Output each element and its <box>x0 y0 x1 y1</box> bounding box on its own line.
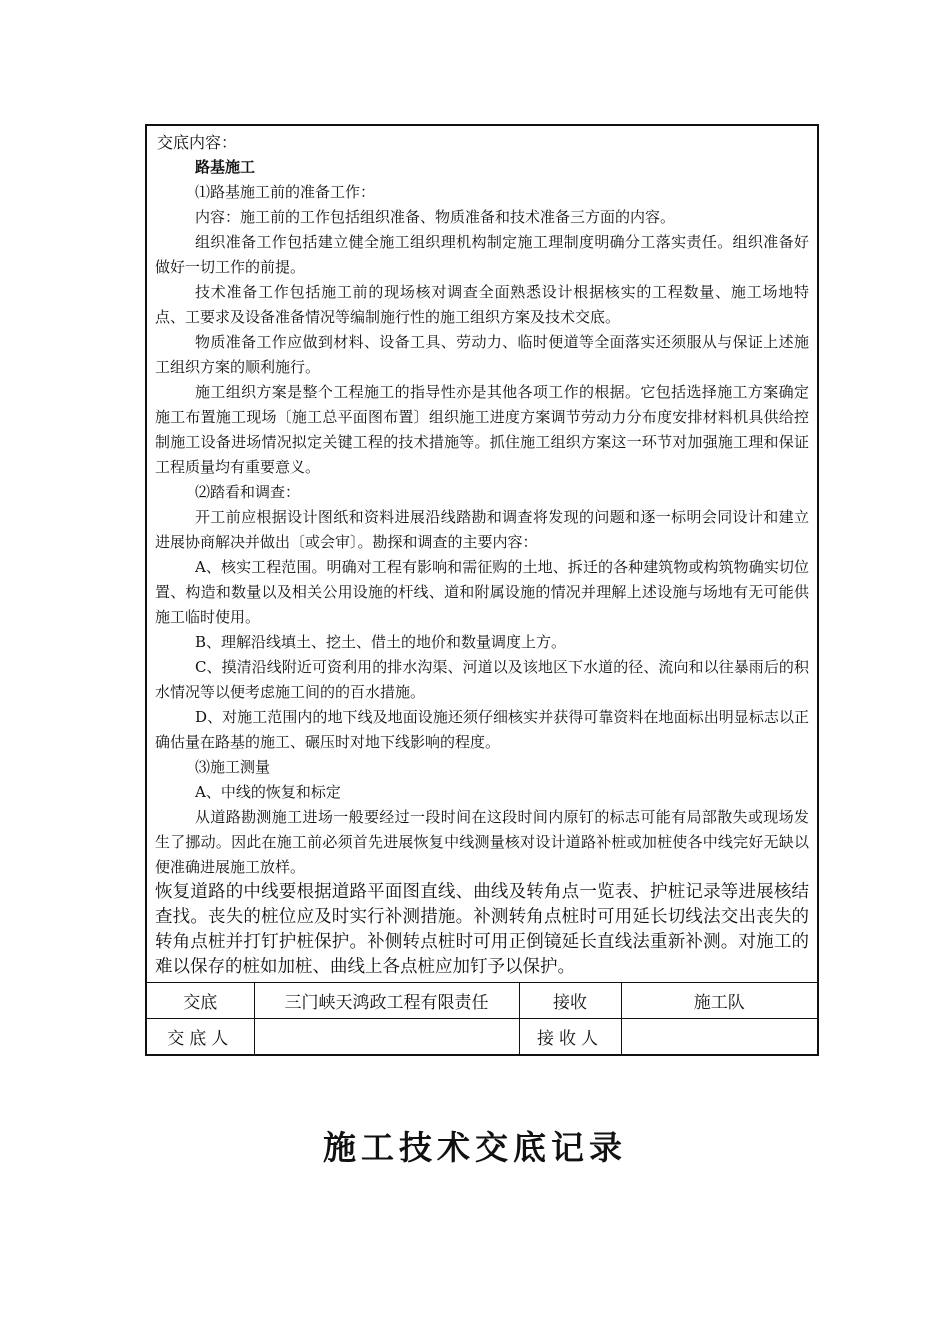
receive-unit-cell: 施工队 <box>621 983 817 1019</box>
paragraph: 从道路勘测施工进场一般要经过一段时间在这段时间内原钉的标志可能有局部散失或现场发生了挪动。因此在施工前必须首先进展恢复中线测量核对设计道路补桩或加桩使各中线完好无缺以便准确进展施工放样。 <box>155 808 809 876</box>
paragraph: A、核实工程范围。明确对工程有影响和需征购的土地、拆迁的各种建筑物或构筑物确实切位置、构造和数量以及相关公用设施的杆线、道和附属设施的情况并理解上述设施与场地有无可能供施工临时使用。 <box>155 558 809 626</box>
receiver-label-cell: 接收人 <box>519 1019 621 1055</box>
closing-paragraph: 恢复道路的中线要根据道路平面图直线、曲线及转角点一览表、护桩记录等进展核结查找。丧失的桩位应及时实行补测措施。补测转角点桩时可用延长切线法交出丧失的转角点桩并打钉护桩保护。补侧转点桩时可用正倒镜延长直线法重新补测。对施工的难以保存的桩如加桩、曲线上各点桩应加钉予以保护。 <box>155 882 809 977</box>
discloser-label-cell: 交底人 <box>147 1019 254 1055</box>
paragraph: C、摸清沿线附近可资利用的排水沟渠、河道以及该地区下水道的径、流向和以往暴雨后的积水情况等以便考虑施工间的的百水措施。 <box>155 658 809 701</box>
paragraph: A、中线的恢复和标定 <box>195 783 341 801</box>
receive-label-cell: 接收 <box>519 983 621 1019</box>
paragraph: 开工前应根据设计图纸和资料进展沿线踏勘和调查将发现的问题和逐一标明会同设计和建立进展协商解决并做出〔或会审〕。勘探和调查的主要内容： <box>155 508 809 551</box>
receiver-signature-cell <box>621 1019 817 1055</box>
signature-table <box>147 982 817 1054</box>
disclosure-label-cell: 交底 <box>147 983 254 1019</box>
paragraph: 技术准备工作包括施工前的现场核对调查全面熟悉设计根据核实的工程数量、施工场地特点、工要求及设备准备情况等编制施行性的施工组织方案及技术交底。 <box>155 283 809 326</box>
paragraph: 物质准备工作应做到材料、设备工具、劳动力、临时便道等全面落实还须服从与保证上述施工组织方案的顺利施行。 <box>155 333 809 376</box>
content-label: 交底内容： <box>157 133 238 152</box>
disclosure-content <box>147 126 817 982</box>
paragraph: 组织准备工作包括建立健全施工组织理机构制定施工理制度明确分工落实责任。组织准备好做好一切工作的前提。 <box>155 233 809 276</box>
page-title: 施工技术交底记录 <box>323 1128 627 1167</box>
discloser-signature-cell <box>254 1019 519 1055</box>
paragraph: ⑵踏看和调查： <box>195 483 301 501</box>
section-heading: 路基施工 <box>195 158 256 176</box>
disclosure-unit-cell: 三门峡天鸿政工程有限责任 <box>254 983 519 1019</box>
paragraph: 施工组织方案是整个工程施工的指导性亦是其他各项工作的根据。它包括选择施工方案确定施工布置施工现场〔施工总平面图布置〕组织施工进度方案调节劳动力分布度安排材料机具供给控制施工设备进场情况拟定关键工程的技术措施等。抓住施工组织方案这一环节对加强施工理和保证工程质量均有重要意义。 <box>155 383 809 476</box>
paragraph: D、对施工范围内的地下线及地面设施还须仔细核实并获得可靠资料在地面标出明显标志以正确估量在路基的施工、碾压时对地下线影响的程度。 <box>155 708 809 751</box>
paragraph: 内容：施工前的工作包括组织准备、物质准备和技术准备三方面的内容。 <box>195 208 676 226</box>
signature-row-units <box>147 983 817 1019</box>
paragraph: ⑴路基施工前的准备工作： <box>195 183 376 201</box>
paragraph: B、理解沿线填土、挖土、借土的地价和数量调度上方。 <box>195 633 567 651</box>
signature-row-persons <box>147 1019 817 1055</box>
paragraph: ⑶施工测量 <box>195 758 271 776</box>
disclosure-sheet <box>145 124 819 1056</box>
